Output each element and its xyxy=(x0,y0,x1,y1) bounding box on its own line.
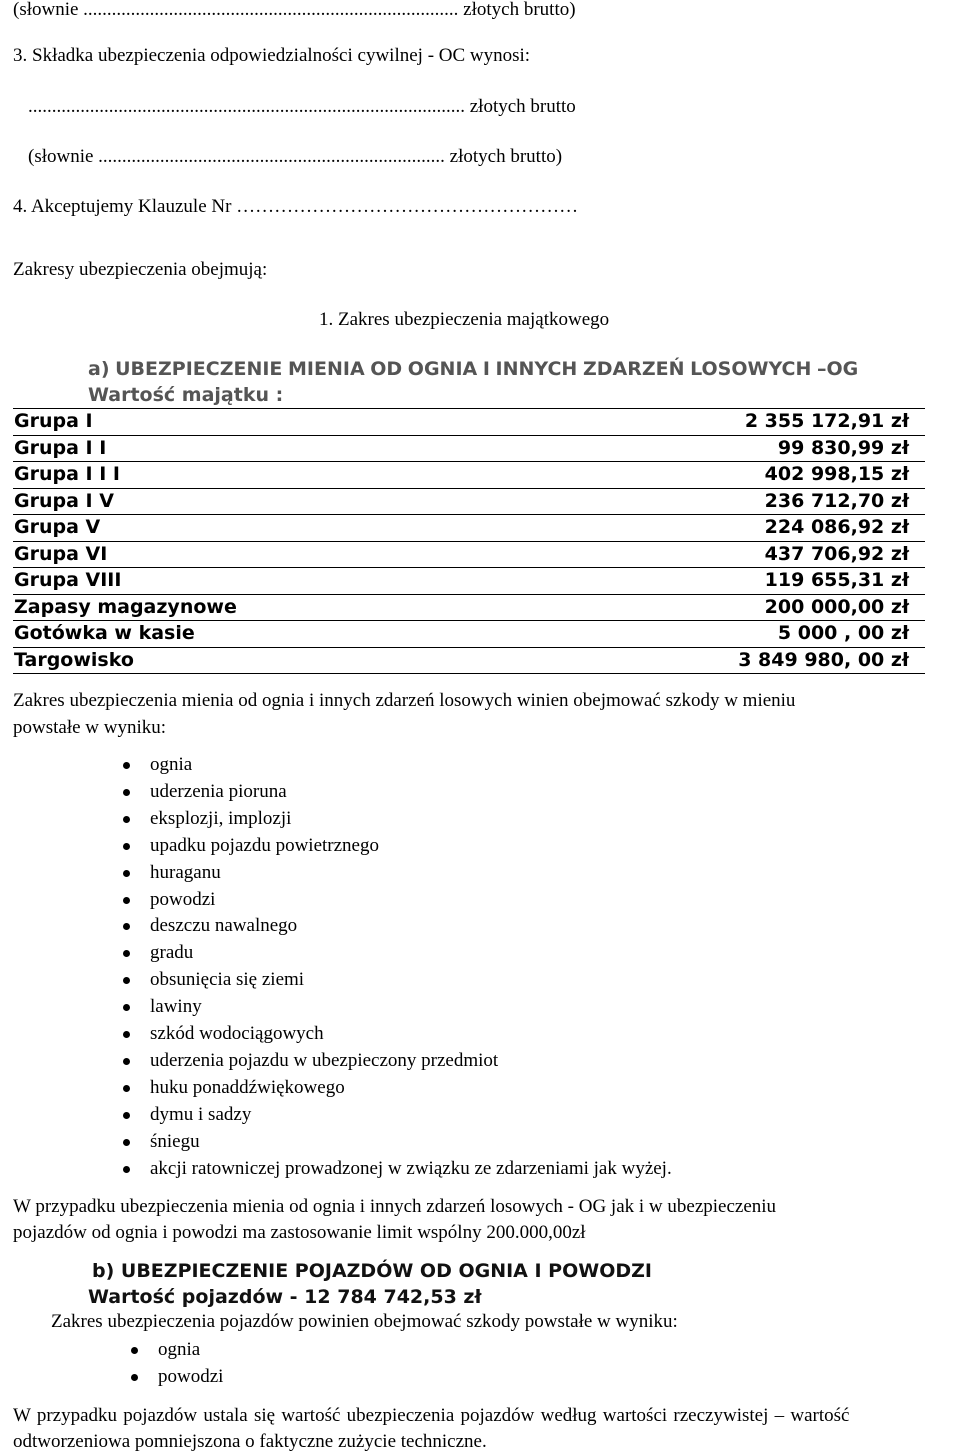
header-line-clauses: 4. Akceptujemy Klauzule Nr ……………………………………………… xyxy=(13,196,579,217)
table-column-divider xyxy=(13,408,14,673)
list-item xyxy=(150,1023,324,1045)
row-value: 236 712,70 zł xyxy=(764,489,909,512)
list-item-text: eksplozji, implozji xyxy=(150,807,292,829)
bullet-icon xyxy=(123,1112,130,1119)
row-label: Gotówka w kasie xyxy=(14,622,195,644)
list-item-text: huraganu xyxy=(150,861,221,883)
bullet-icon xyxy=(123,1166,130,1173)
row-value: 3 849 980, 00 zł xyxy=(738,648,909,671)
table-row xyxy=(13,408,925,435)
scope-heading: Zakresy ubezpieczenia obejmują: xyxy=(13,259,268,280)
bullet-icon xyxy=(123,923,130,930)
table-row xyxy=(13,435,925,462)
row-value: 5 000 , 00 zł xyxy=(777,622,909,644)
list-item xyxy=(150,996,202,1018)
bullet-icon xyxy=(123,870,130,877)
section-b-note-line-1: W przypadku pojazdów ustala się wartość ubezpieczenia pojazdów według wartości rzeczywistej – wartość xyxy=(13,1405,850,1426)
header-line-brutto: ............................................................................................ złotych brutto xyxy=(28,96,576,117)
row-label: Grupa VIII xyxy=(14,569,122,591)
row-label: Grupa I V xyxy=(14,489,114,512)
row-value: 119 655,31 zł xyxy=(764,569,909,591)
list-item-text: huku ponaddźwiękowego xyxy=(150,1076,345,1098)
list-item-text: ognia xyxy=(158,1339,201,1360)
row-label: Grupa V xyxy=(14,516,101,538)
header-line-slownie-1: (słownie ............................................................................... złotych brutto) xyxy=(13,0,576,20)
list-item-text: szkód wodociągowych xyxy=(150,1023,324,1044)
header-line-slownie-2: (słownie ......................................................................... złotych brutto) xyxy=(28,146,563,167)
row-label: Grupa I I xyxy=(14,436,107,459)
limit-note-line-1: W przypadku ubezpieczenia mienia od ognia i innych zdarzeń losowych - OG jak i w ubezpieczeniu xyxy=(13,1196,777,1217)
list-item xyxy=(150,835,379,857)
row-label: Grupa I xyxy=(14,410,93,432)
list-item-text: powodzi xyxy=(158,1366,224,1387)
row-value: 200 000,00 zł xyxy=(764,595,909,618)
list-item-text: upadku pojazdu powietrznego xyxy=(150,834,379,856)
section-b-title: b) UBEZPIECZENIE POJAZDÓW OD OGNIA I POWODZI xyxy=(92,1260,652,1282)
list-item xyxy=(150,1104,251,1126)
list-item xyxy=(150,1131,200,1153)
bullet-icon xyxy=(123,843,130,850)
list-item xyxy=(150,808,291,830)
row-value: 224 086,92 zł xyxy=(764,516,909,538)
bullet-icon xyxy=(123,950,130,957)
bullet-icon xyxy=(123,1139,130,1146)
section-b-value-line: Wartość pojazdów - 12 784 742,53 zł xyxy=(88,1286,482,1308)
list-item xyxy=(150,862,221,884)
list-item xyxy=(158,1366,223,1388)
row-label: Grupa VI xyxy=(14,542,108,565)
bullet-icon xyxy=(123,1085,130,1092)
list-item xyxy=(158,1339,200,1361)
row-value: 437 706,92 zł xyxy=(764,542,909,565)
bullet-icon xyxy=(123,897,130,904)
list-item xyxy=(150,1158,672,1180)
table-row xyxy=(13,461,925,488)
bullet-icon xyxy=(123,977,130,984)
list-item xyxy=(150,1050,498,1072)
bullet-icon xyxy=(123,789,130,796)
table-row xyxy=(13,620,925,647)
header-line-oc-premium: 3. Składka ubezpieczenia odpowiedzialności cywilnej - OC wynosi: xyxy=(13,45,531,66)
row-value: 402 998,15 zł xyxy=(764,463,909,485)
list-item-text: śniegu xyxy=(150,1130,200,1152)
table-row xyxy=(13,567,925,594)
table-row xyxy=(13,541,925,568)
list-item xyxy=(150,1077,345,1099)
list-item xyxy=(150,754,192,776)
list-item-text: deszczu nawalnego xyxy=(150,915,298,937)
list-item xyxy=(150,969,304,991)
bullet-icon xyxy=(131,1347,138,1354)
section-a-title: a) UBEZPIECZENIE MIENIA OD OGNIA I INNYCH ZDARZEŃ LOSOWYCH –OG xyxy=(88,358,859,380)
list-item-text: powodzi xyxy=(150,888,216,910)
bullet-icon xyxy=(131,1374,138,1381)
list-item-text: uderzenia pojazdu w ubezpieczony przedmiot xyxy=(150,1049,499,1071)
table-row xyxy=(13,647,925,674)
section-1-heading: 1. Zakres ubezpieczenia majątkowego xyxy=(319,309,610,330)
section-a-scope-intro-1: Zakres ubezpieczenia mienia od ognia i innych zdarzeń losowych winien obejmować szkody w mieniu xyxy=(13,690,796,711)
row-label: Grupa I I I xyxy=(14,463,120,485)
section-b-note-line-2: odtworzeniowa pomniejszona o faktyczne zużycie techniczne. xyxy=(13,1431,487,1452)
limit-note-line-2: pojazdów od ognia i powodzi ma zastosowanie limit wspólny 200.000,00zł xyxy=(13,1222,586,1243)
bullet-icon xyxy=(123,1004,130,1011)
section-b-scope-intro: Zakres ubezpieczenia pojazdów powinien obejmować szkody powstałe w wyniku: xyxy=(51,1311,678,1332)
list-item xyxy=(150,781,287,803)
list-item xyxy=(150,889,215,911)
bullet-icon xyxy=(123,1031,130,1038)
bullet-icon xyxy=(123,816,130,823)
table-row xyxy=(13,488,925,515)
list-item-text: obsunięcia się ziemi xyxy=(150,969,305,991)
list-item-text: dymu i sadzy xyxy=(150,1103,252,1125)
row-value: 2 355 172,91 zł xyxy=(744,410,909,432)
section-a-value-label: Wartość majątku : xyxy=(88,384,284,406)
table-row xyxy=(13,594,925,621)
list-item xyxy=(150,942,193,964)
bullet-icon xyxy=(123,1058,130,1065)
table-row-divider xyxy=(13,673,925,674)
bullet-icon xyxy=(123,762,130,769)
row-label: Targowisko xyxy=(14,648,134,671)
list-item-text: lawiny xyxy=(150,996,202,1018)
list-item-text: uderzenia pioruna xyxy=(150,780,287,802)
section-a-scope-intro-2: powstałe w wyniku: xyxy=(13,717,167,738)
row-label: Zapasy magazynowe xyxy=(14,595,237,618)
list-item-text: gradu xyxy=(150,942,194,964)
list-item xyxy=(150,915,297,937)
table-row xyxy=(13,514,925,541)
list-item-text: akcji ratowniczej prowadzonej w związku ze zdarzeniami jak wyżej. xyxy=(150,1157,672,1179)
list-item-text: ognia xyxy=(150,754,193,775)
row-value: 99 830,99 zł xyxy=(777,436,909,459)
